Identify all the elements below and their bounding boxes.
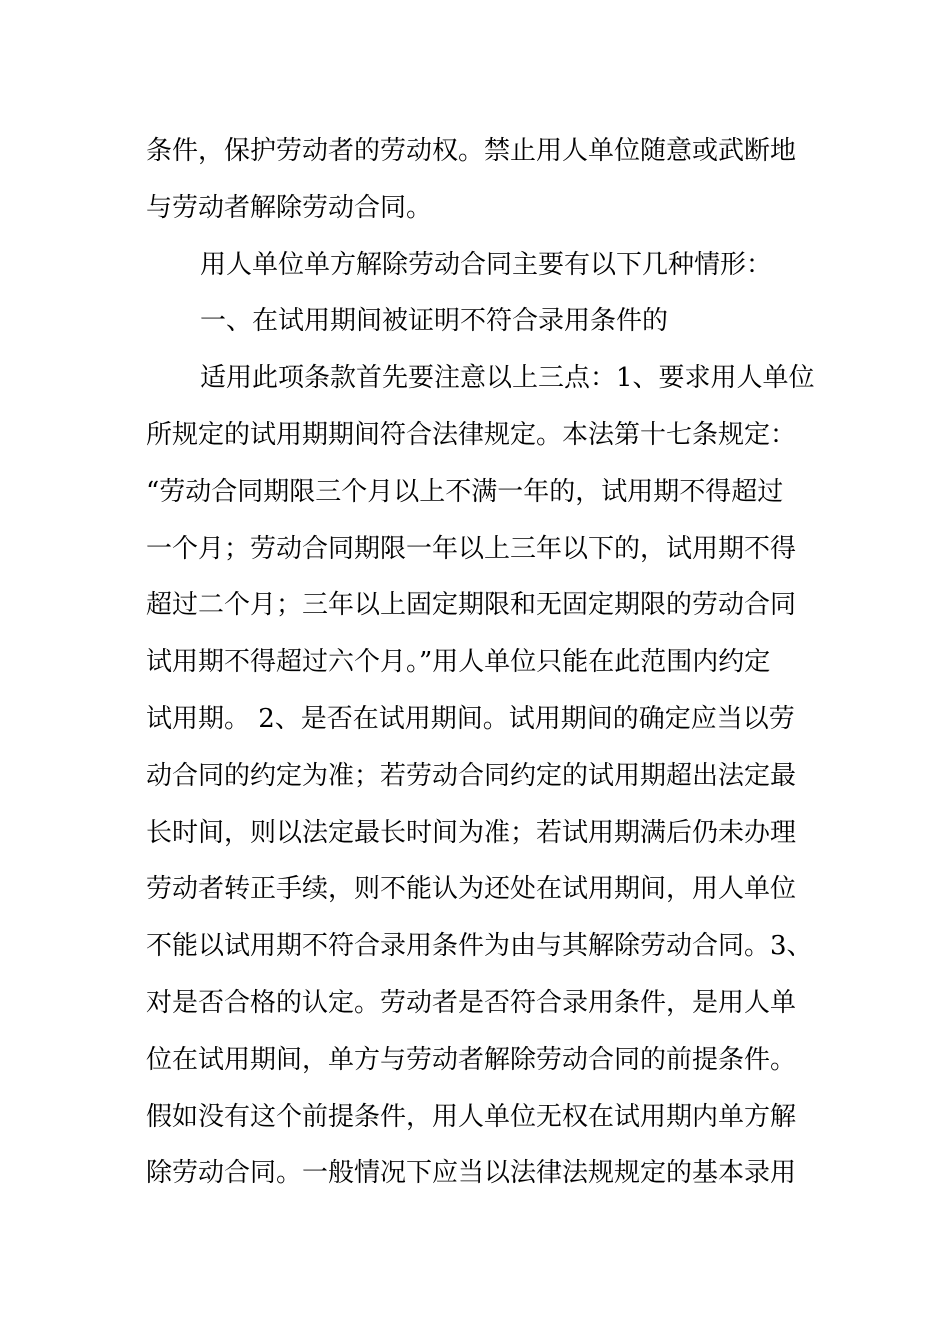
section-heading: 一、在试用期间被证明不符合录用条件的: [200, 306, 669, 337]
text-line: 劳动者转正手续，则不能认为还处在试用期间，用人单位: [146, 874, 797, 905]
text-line: 除劳动合同。一般情况下应当以法律法规规定的基本录用: [146, 1158, 797, 1189]
text-line: 不能以试用期不符合录用条件为由与其解除劳动合同。3、: [146, 931, 813, 962]
text-line: 长时间，则以法定最长时间为准；若试用期满后仍未办理: [146, 817, 797, 848]
text-line: 所规定的试用期期间符合法律规定。本法第十七条规定：: [146, 419, 797, 450]
text-line: 用人单位单方解除劳动合同主要有以下几种情形：: [200, 249, 773, 280]
text-line: 与劳动者解除劳动合同。: [146, 192, 433, 223]
text-line: 一个月；劳动合同期限一年以上三年以下的，试用期不得: [146, 533, 797, 564]
text-line: 动合同的约定为准；若劳动合同约定的试用期超出法定最: [146, 760, 797, 791]
text-line: 适用此项条款首先要注意以上三点：1、要求用人单位: [200, 363, 815, 394]
text-line: 试用期不得超过六个月。”用人单位只能在此范围内约定: [146, 647, 771, 678]
text-line: 超过二个月；三年以上固定期限和无固定期限的劳动合同: [146, 590, 797, 621]
text-line: “劳动合同期限三个月以上不满一年的，试用期不得超过: [146, 476, 784, 507]
text-line: 位在试用期间，单方与劳动者解除劳动合同的前提条件。: [146, 1044, 797, 1075]
document-body: [146, 123, 816, 1202]
text-line: 假如没有这个前提条件，用人单位无权在试用期内单方解: [146, 1101, 797, 1132]
text-line: 试用期。 2、是否在试用期间。试用期间的确定应当以劳: [146, 703, 795, 734]
text-line: 条件，保护劳动者的劳动权。禁止用人单位随意或武断地: [146, 136, 797, 166]
text-line: 对是否合格的认定。劳动者是否符合录用条件，是用人单: [146, 987, 797, 1018]
